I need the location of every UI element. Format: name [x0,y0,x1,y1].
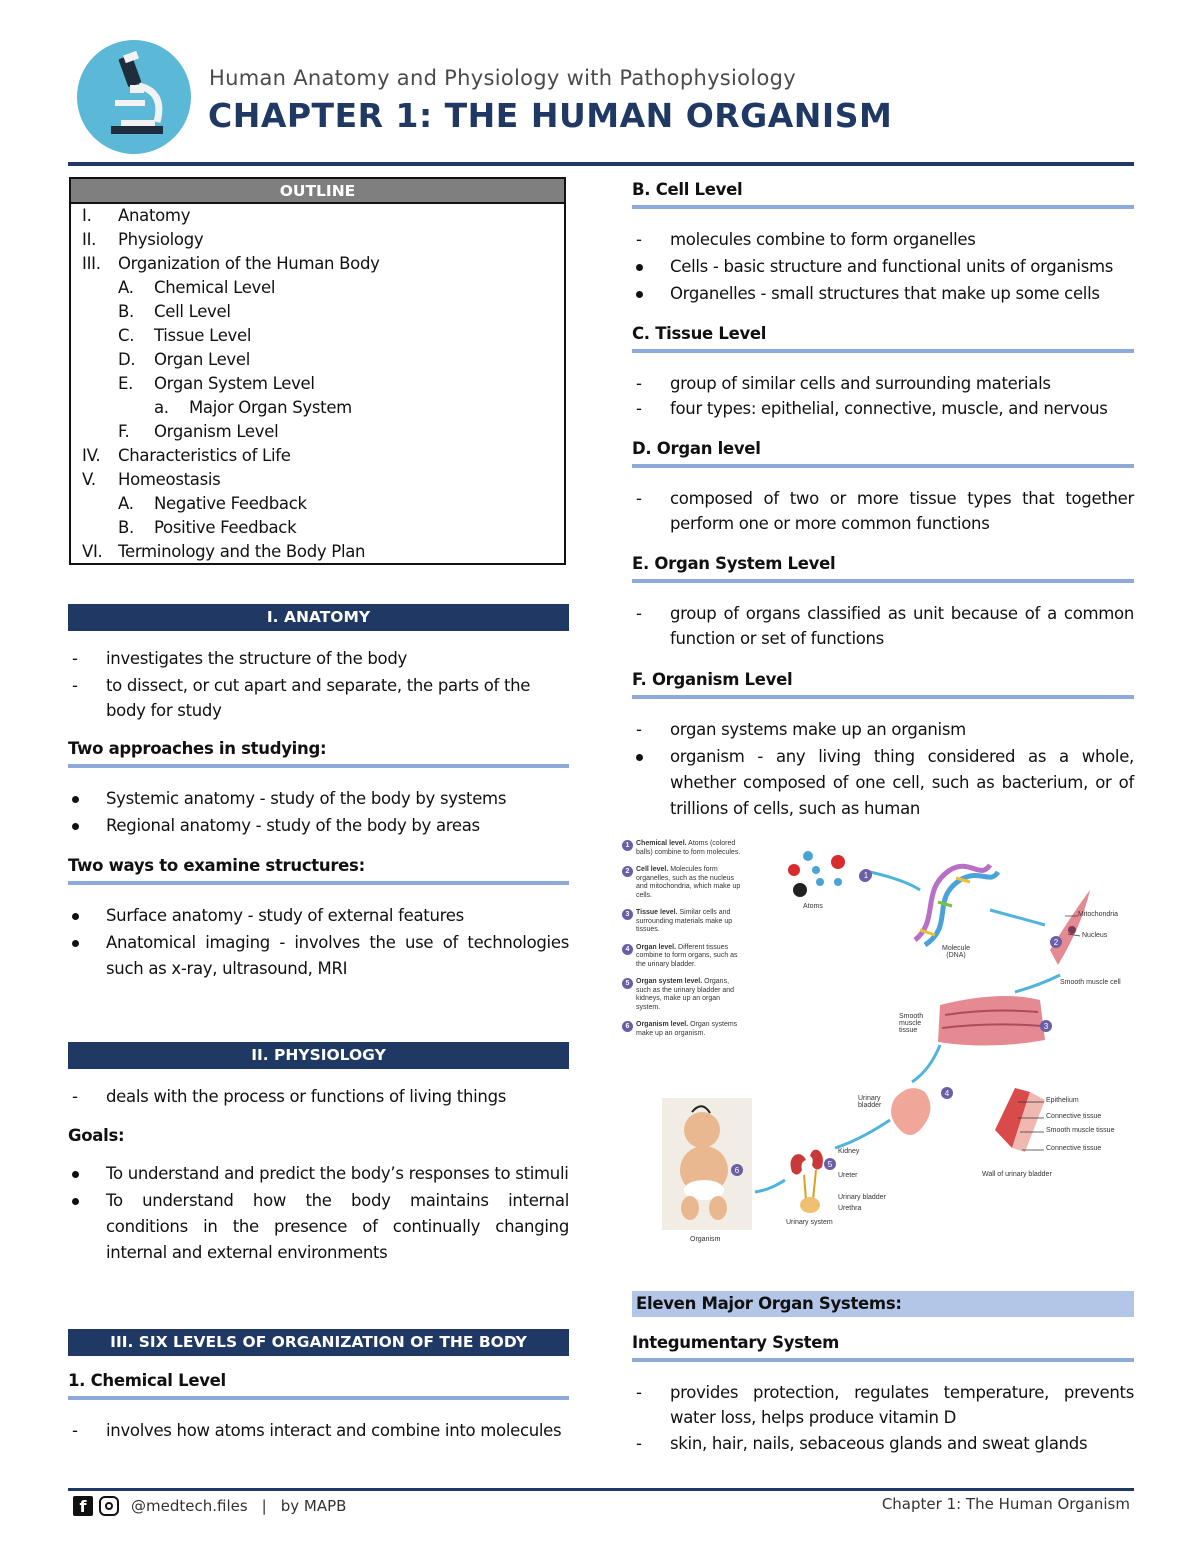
legend-item: 3 Tissue level. Similar cells and surrounding materials make up tissues. [622,909,742,935]
outline-item-label: Terminology and the Body Plan [118,542,366,561]
cell-level-heading: B. Cell Level [632,180,743,199]
microscope-logo [77,40,191,154]
figure-label: Connective tissue [1046,1145,1102,1152]
outline-item [71,468,564,492]
organization-illustration [620,830,1132,1250]
figure-label: Organism [690,1236,721,1243]
ways-heading: Two ways to examine structures: [68,856,365,875]
list-item: Surface anatomy - study of external features [68,903,569,929]
outline-item-label: Major Organ System [189,398,352,417]
outline-item-label: Organism Level [154,422,279,441]
list-item: Cells - basic structure and functional units of organisms [632,254,1134,280]
outline-item-number: V. [82,470,96,489]
microscope-icon [77,40,191,154]
divider [68,881,569,885]
tissue-level-heading: C. Tissue Level [632,324,767,343]
outline-item-label: Homeostasis [118,470,221,489]
organ-systems-heading: Eleven Major Organ Systems: [632,1291,1134,1317]
outline-item-label: Organ Level [154,350,251,369]
outline-item-number: III. [82,254,101,273]
outline-item-number: VI. [82,542,103,561]
divider [632,464,1134,468]
outline-list [71,204,564,564]
divider [68,1396,569,1400]
header-divider [68,162,1134,166]
outline-item-label: Physiology [118,230,204,249]
outline-item [71,348,564,372]
list-item: To understand how the body maintains internal conditions in the presence of continually changing internal and external environments [68,1188,569,1266]
figure-label: Connective tissue [1046,1113,1102,1120]
outline-item [71,252,564,276]
list-item: - group of similar cells and surrounding materials [632,371,1134,396]
list-item: - composed of two or more tissue types that together perform one or more common functions [632,486,1134,536]
goals-heading: Goals: [68,1126,125,1145]
outline-item [71,492,564,516]
figure-label: Urinary bladder [858,1095,882,1109]
figure-label: Ureter [838,1172,858,1179]
divider [632,695,1134,699]
figure-label: Urinary system [786,1219,833,1226]
outline-item-number: A. [118,494,134,513]
outline-item [71,420,564,444]
integumentary-heading: Integumentary System [632,1333,840,1352]
outline-item [71,276,564,300]
outline-item-number: D. [118,350,136,369]
footer-divider [68,1488,1134,1491]
outline-item-label: Organization of the Human Body [118,254,380,273]
outline-heading: OUTLINE [71,179,564,204]
list-item: - molecules combine to form organelles [632,227,1134,252]
organism-level-heading: F. Organism Level [632,670,793,689]
list-item: - deals with the process or functions of living things [68,1084,569,1109]
figure-label: Kidney [838,1148,860,1155]
figure-label: Smooth muscle tissue [899,1013,924,1034]
chemical-level-heading: 1. Chemical Level [68,1371,226,1390]
outline-item-number: B. [118,518,134,537]
list-item: - involves how atoms interact and combine into molecules [68,1418,569,1443]
levels-heading: III. SIX LEVELS OF ORGANIZATION OF THE BODY [68,1329,569,1356]
outline-item [71,228,564,252]
figure-label: Nucleus [1082,932,1108,939]
legend-item: 4 Organ level. Different tissues combine to form organs, such as the urinary bladder. [622,944,742,970]
list-item: - skin, hair, nails, sebaceous glands and sweat glands [632,1431,1134,1456]
author-credit: by MAPB [280,1497,347,1515]
list-item: To understand and predict the body’s responses to stimuli [68,1161,569,1187]
divider [632,1358,1134,1362]
divider [632,579,1134,583]
legend-item: 2 Cell level. Molecules form organelles, such as the nucleus and mitochondria, which make up cells. [622,866,742,900]
organ-system-level-heading: E. Organ System Level [632,554,836,573]
physiology-section [68,1042,569,1266]
legend-item: 6 Organism level. Organ systems make up an organism. [622,1021,742,1038]
outline-item-number: A. [118,278,134,297]
svg-text:6: 6 [734,1166,740,1175]
approaches-heading: Two approaches in studying: [68,739,327,758]
outline-item-number: E. [118,374,134,393]
outline-item-number: C. [118,326,135,345]
outline-item-number: B. [118,302,134,321]
list-item: - group of organs classified as unit because of a common function or set of functions [632,601,1134,651]
list-item: - to dissect, or cut apart and separate, the parts of the body for study [68,673,569,723]
document-subtitle: Human Anatomy and Physiology with Pathophysiology [209,66,796,90]
organ-level-heading: D. Organ level [632,439,761,458]
levels-of-organization-figure [620,830,1132,1250]
outline-item-label: Organ System Level [154,374,315,393]
tissue-level-section [632,324,1134,421]
outline-item-number: F. [118,422,130,441]
outline-item [71,372,564,396]
figure-label: Urinary bladder [838,1194,886,1201]
divider [68,764,569,768]
outline-item-label: Positive Feedback [154,518,297,537]
list-item: - organ systems make up an organism [632,717,1134,742]
svg-text:3: 3 [1043,1022,1049,1031]
outline-item-label: Negative Feedback [154,494,307,513]
outline-item [71,540,564,564]
organism-level-section [632,670,1134,822]
levels-section [68,1329,569,1443]
anatomy-heading: I. ANATOMY [68,604,569,631]
outline-item-label: Tissue Level [154,326,252,345]
figure-label: Molecule (DNA) [941,945,970,959]
outline-item-number: a. [154,398,169,417]
figure-label: Urethra [838,1205,862,1212]
list-item: - investigates the structure of the body [68,646,569,671]
instagram-icon[interactable] [99,1496,119,1516]
figure-label: Atoms [803,903,823,910]
list-item: organism - any living thing considered as a whole, whether composed of one cell, such as bacterium, or of trillions of cells, such as human [632,744,1134,822]
figure-label: Mitochondria [1078,911,1119,918]
outline-item-label: Anatomy [118,206,191,225]
figure-label: Wall of urinary bladder [982,1171,1052,1178]
outline-item-number: I. [82,206,92,225]
list-item: Regional anatomy - study of the body by areas [68,813,569,839]
outline-item [71,516,564,540]
outline-item-label: Chemical Level [154,278,276,297]
list-item: - four types: epithelial, connective, muscle, and nervous [632,396,1134,421]
outline-box [69,177,566,565]
facebook-icon[interactable]: f [73,1496,93,1516]
outline-item [71,444,564,468]
footer-credits [73,1495,346,1517]
outline-item-label: Characteristics of Life [118,446,291,465]
figure-label: Smooth muscle tissue [1046,1127,1115,1134]
svg-text:1: 1 [863,871,869,880]
footer-separator: | [261,1497,267,1515]
outline-item [71,300,564,324]
cell-level-section [632,180,1134,307]
outline-item [71,396,564,420]
svg-text:4: 4 [944,1089,950,1098]
legend-item: 1 Chemical level. Atoms (colored balls) combine to form molecules. [622,840,742,857]
outline-item [71,324,564,348]
social-handle: @medtech.files [131,1497,248,1515]
svg-text:2: 2 [1053,938,1059,947]
outline-item [71,204,564,228]
chapter-title: CHAPTER 1: THE HUMAN ORGANISM [208,96,893,135]
list-item: - provides protection, regulates temperature, prevents water loss, helps produce vitamin D [632,1380,1134,1430]
figure-label: Epithelium [1046,1097,1079,1104]
figure-label: Smooth muscle cell [1060,979,1121,986]
outline-item-number: II. [82,230,97,249]
divider [632,349,1134,353]
anatomy-section [68,604,569,982]
organ-system-level-section [632,554,1134,651]
outline-item-label: Cell Level [154,302,231,321]
organ-level-section [632,439,1134,536]
footer-chapter: Chapter 1: The Human Organism [881,1495,1130,1513]
outline-item-number: IV. [82,446,101,465]
svg-text:5: 5 [827,1160,833,1169]
list-item: Anatomical imaging - involves the use of technologies such as x-ray, ultrasound, MRI [68,930,569,982]
physiology-heading: II. PHYSIOLOGY [68,1042,569,1069]
list-item: Systemic anatomy - study of the body by systems [68,786,569,812]
divider [632,205,1134,209]
organ-systems-section [632,1291,1134,1456]
legend-item: 5 Organ system level. Organs, such as the urinary bladder and kidneys, make up an organ system. [622,978,742,1012]
list-item: Organelles - small structures that make up some cells [632,281,1134,307]
